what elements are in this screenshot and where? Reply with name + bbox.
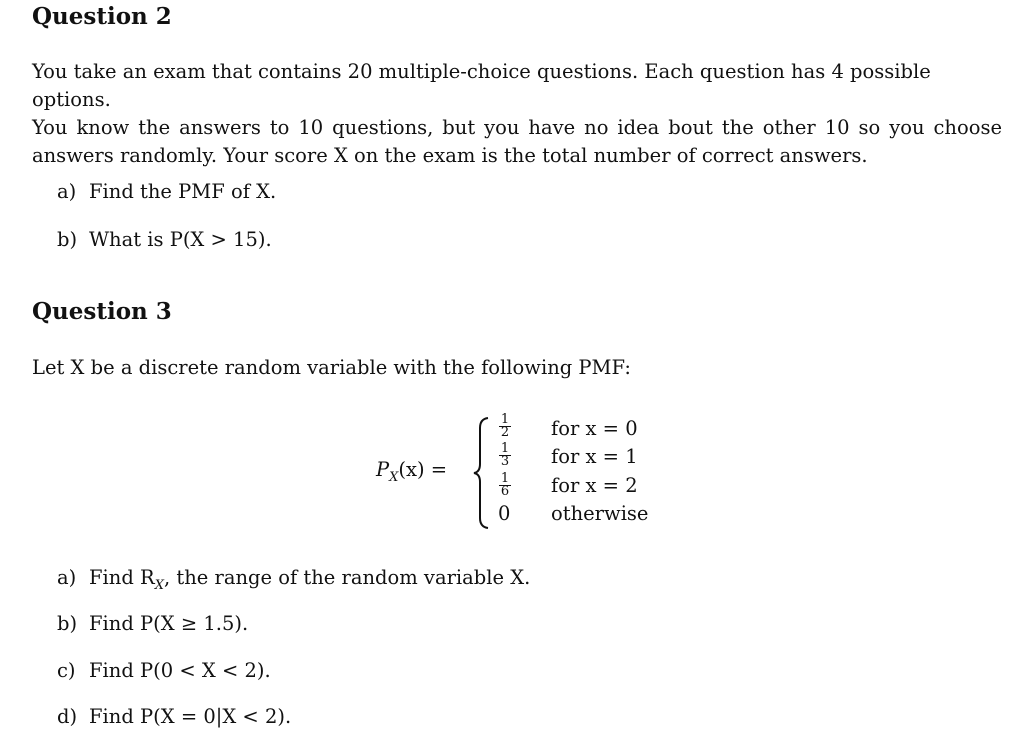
question-2-line-1: You take an exam that contains 20 multiple-choice questions. Each question has 4 possible options. [32,60,931,111]
question-3-item-d [57,705,291,728]
question-2-item-b [57,228,272,251]
question-3-intro: Let X be a discrete random variable with the following PMF: [32,356,631,379]
pmf-value-1 [498,414,512,439]
item-label: a) [57,566,77,589]
item-label: b) [57,612,78,635]
item-label: d) [57,705,78,728]
pmf-condition-4: otherwise [551,502,649,525]
item-text: Find P(X = 0|X < 2). [89,705,292,728]
pmf-lhs-subscript: X [389,469,399,485]
pmf-lhs [376,458,447,485]
pmf-lhs-arg: (x) = [398,458,448,481]
question-2-line-2: You know the answers to 10 questions, but you have no idea bout the other 10 so you choose [32,116,1002,139]
numerator: 1 [500,471,510,486]
question-3-item-b [57,612,248,635]
item-text: Find the PMF of X. [89,180,277,203]
item-text: What is P(X > 15). [89,228,272,251]
pmf-condition-1: for x = 0 [551,417,638,440]
pmf-lhs-p: P [376,458,390,481]
item-text: Find R [89,566,155,589]
denominator: 6 [500,484,510,499]
pmf-value-3 [498,473,512,498]
question-3-item-c [57,659,271,682]
item-text: Find P(0 < X < 2). [89,659,271,682]
item-text-rest: , the range of the random variable X. [163,566,531,589]
question-2-item-a [57,180,276,203]
question-2-line-3: answers randomly. Your score X on the exam is the total number of correct answers. [32,144,868,167]
item-label: a) [57,180,77,203]
item-label: c) [57,659,76,682]
pmf-condition-3: for x = 2 [551,474,638,497]
question-3-item-a [57,566,530,593]
item-label: b) [57,228,78,251]
item-subscript: X [154,577,164,593]
item-text: Find P(X ≥ 1.5). [89,612,249,635]
denominator: 2 [500,425,510,440]
pmf-condition-2: for x = 1 [551,445,638,468]
numerator: 1 [500,441,510,456]
left-brace-icon [470,416,492,530]
question-2-paragraph [32,58,1002,170]
pmf-value-4: 0 [498,502,511,525]
numerator: 1 [500,412,510,427]
question-3-heading: Question 3 [32,298,172,325]
question-2-heading: Question 2 [32,3,172,30]
denominator: 3 [500,454,510,469]
pmf-value-2 [498,443,512,468]
